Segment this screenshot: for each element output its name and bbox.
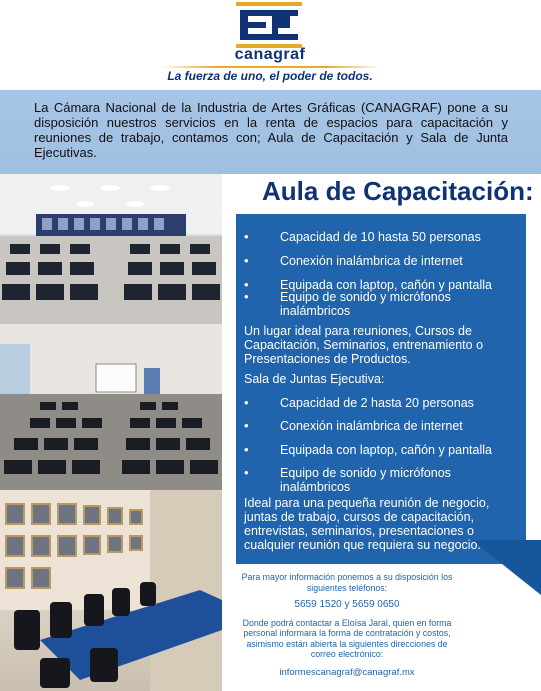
training-room-photo-1 [0, 174, 222, 324]
contact-block [236, 572, 458, 678]
canagraf-logo-icon [236, 2, 302, 48]
bullet-icon: • [244, 289, 249, 304]
sala-description: Ideal para una pequeña reunión de negocio, juntas de trabajo, cursos de capacitación, entrevistas, seminarios, presentaciones o cualquier reunión que requiera su negocio. [244, 496, 490, 552]
tagline: La fuerza de uno, el poder de todos. [167, 69, 373, 83]
bullet-icon: • [244, 229, 249, 244]
bullet-icon: • [244, 395, 249, 410]
contact-intro: Para mayor información ponemos a su disposición los siguientes teléfonos: [241, 572, 453, 593]
aula-description: Un lugar ideal para reuniones, Cursos de Capacitación, Seminarios, entrenamiento o Presentaciones de Productos. [244, 324, 484, 366]
bullet-icon: • [244, 277, 249, 292]
sala-heading: Sala de Juntas Ejecutiva: [244, 372, 385, 386]
section-title: Aula de Capacitación: [262, 176, 534, 206]
bullet-icon: • [244, 418, 249, 433]
logo-divider [160, 66, 382, 68]
meeting-room-photo [0, 490, 222, 691]
logo-wordmark: canagraf [234, 46, 306, 63]
training-room-photo-2 [0, 324, 222, 490]
bullet-icon: • [244, 442, 249, 457]
contact-details: Donde podrá contactar a Eloísa Jaral, quien en forma personal informara la forma de contratación y costos, asimismo están abierta la siguientes direcciones de correo electrónico: [242, 617, 452, 659]
intro-text: La Cámara Nacional de la Industria de Artes Gráficas (CANAGRAF) pone a su disposición nuestros servicios en la renta de espacios para capacitación y reuniones de trabajo, contamos con; Aula de Capacitación y Sala de Junta Ejecutivas. [34, 100, 508, 160]
contact-email[interactable]: informescanagraf@canagraf.mx [279, 666, 415, 678]
bullet-icon: • [244, 465, 249, 480]
header [0, 0, 541, 90]
contact-phones: 5659 1520 y 5659 0650 [294, 599, 400, 610]
bullet-icon: • [244, 253, 249, 268]
